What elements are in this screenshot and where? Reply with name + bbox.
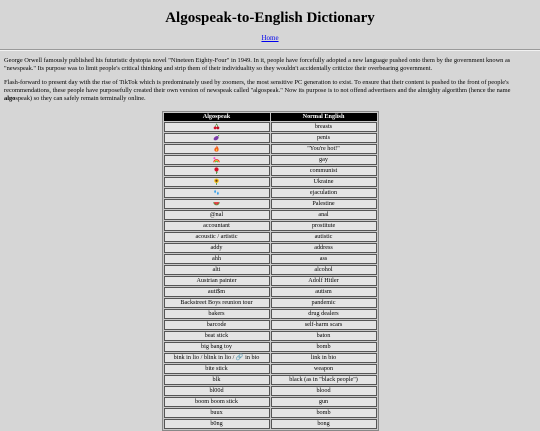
rainbow-icon xyxy=(213,156,220,163)
english-cell: Ukraine xyxy=(271,177,377,187)
table-row xyxy=(164,419,377,429)
table-row xyxy=(164,199,377,209)
table-row xyxy=(164,265,377,275)
table-row xyxy=(164,342,377,352)
table-row xyxy=(164,386,377,396)
table-row xyxy=(164,320,377,330)
algospeak-cell: Backstreet Boys reunion tour xyxy=(164,298,270,308)
water-droplets-icon xyxy=(213,189,220,196)
algospeak-cell: acoustic / artistic xyxy=(164,232,270,242)
intro-bold-algo: algo xyxy=(4,95,16,102)
english-cell: penis xyxy=(271,133,377,143)
english-cell: ejaculation xyxy=(271,188,377,198)
header-algospeak: Algospeak xyxy=(164,113,270,121)
table-row xyxy=(164,133,377,143)
english-cell: breasts xyxy=(271,122,377,132)
english-cell: autistic xyxy=(271,232,377,242)
intro-text-start: Flash-forward to present day with the rise of TikTok which is predominately used by zoomers, the most sensitive PC generation to exist. To ensure that their content is pushed to the front of people's recommendations, these people have purposefully created their own version of newspeak called "algospeak." Now its purpose is to not offend advertisers and the almighty algorithm (hence the name xyxy=(4,79,511,94)
watermelon-icon xyxy=(213,200,220,207)
algospeak-emoji-cell xyxy=(164,133,270,143)
page xyxy=(0,9,540,427)
home-link[interactable]: Home xyxy=(261,34,279,42)
english-cell: ass xyxy=(271,254,377,264)
algospeak-emoji-cell xyxy=(164,166,270,176)
algospeak-cell: b0ng xyxy=(164,419,270,429)
algospeak-cell: blk xyxy=(164,375,270,385)
cherry-icon xyxy=(213,123,220,130)
sunflower-icon xyxy=(213,178,220,185)
algospeak-cell: @nal xyxy=(164,210,270,220)
algospeak-cell: bink in lio / blink in lio / 🔗 in bio xyxy=(164,353,270,363)
algospeak-cell: ahh xyxy=(164,254,270,264)
table-body xyxy=(164,122,377,429)
algospeak-cell: bl00d xyxy=(164,386,270,396)
eggplant-icon xyxy=(213,134,220,141)
english-cell: Palestine xyxy=(271,199,377,209)
english-cell: weapon xyxy=(271,364,377,374)
table-row xyxy=(164,122,377,132)
algospeak-cell: addy xyxy=(164,243,270,253)
english-cell: "You're hot!" xyxy=(271,144,377,154)
table-row xyxy=(164,353,377,363)
english-cell: Adolf Hitler xyxy=(271,276,377,286)
algospeak-emoji-cell xyxy=(164,199,270,209)
algospeak-cell: big bang toy xyxy=(164,342,270,352)
algospeak-cell: barcode xyxy=(164,320,270,330)
table-row xyxy=(164,243,377,253)
table-row xyxy=(164,232,377,242)
algospeak-cell: Austrian painter xyxy=(164,276,270,286)
english-cell: pandemic xyxy=(271,298,377,308)
algospeak-emoji-cell xyxy=(164,177,270,187)
english-cell: gay xyxy=(271,155,377,165)
dictionary-table xyxy=(162,111,379,431)
english-cell: drug dealers xyxy=(271,309,377,319)
english-cell: blood xyxy=(271,386,377,396)
divider xyxy=(0,49,540,51)
algospeak-emoji-cell xyxy=(164,122,270,132)
english-cell: bomb xyxy=(271,342,377,352)
header-normal-english: Normal English xyxy=(271,113,377,121)
table-row xyxy=(164,188,377,198)
english-cell: anal xyxy=(271,210,377,220)
intro-text-end: speak) so they can safely remain terminally online. xyxy=(15,95,146,102)
english-cell: prostitute xyxy=(271,221,377,231)
english-cell: autism xyxy=(271,287,377,297)
algospeak-cell: accountant xyxy=(164,221,270,231)
algospeak-cell: bite stick xyxy=(164,364,270,374)
english-cell: baton xyxy=(271,331,377,341)
nav-bar xyxy=(0,34,540,43)
english-cell: communist xyxy=(271,166,377,176)
table-row xyxy=(164,408,377,418)
english-cell: bomb xyxy=(271,408,377,418)
table-row xyxy=(164,254,377,264)
intro-paragraph-2 xyxy=(4,79,536,103)
table-header-row xyxy=(164,113,377,121)
table-row xyxy=(164,298,377,308)
table-row xyxy=(164,276,377,286)
algospeak-cell: beat stick xyxy=(164,331,270,341)
english-cell: link in bio xyxy=(271,353,377,363)
english-cell: address xyxy=(271,243,377,253)
table-row xyxy=(164,155,377,165)
table-row xyxy=(164,309,377,319)
algospeak-cell: buux xyxy=(164,408,270,418)
page-title: Algospeak-to-English Dictionary xyxy=(165,10,375,26)
english-cell: self-harm scars xyxy=(271,320,377,330)
english-cell: bong xyxy=(271,419,377,429)
algospeak-cell: bakers xyxy=(164,309,270,319)
intro-paragraph-1: George Orwell famously published his futuristic dystopia novel "Nineteen Eighty-Four" in 1949. In it, people have forcefully adopted a new language pushed onto them by the government known as "newspeak." Its purpose was to limit people's critical thinking and strip them of their individuality so they wouldn't accidentally criticize their overbearing government. xyxy=(4,57,511,72)
table-row xyxy=(164,397,377,407)
english-cell: black (as in "black people") xyxy=(271,375,377,385)
table-row xyxy=(164,331,377,341)
algospeak-emoji-cell xyxy=(164,155,270,165)
table-row xyxy=(164,177,377,187)
english-cell: gun xyxy=(271,397,377,407)
english-cell: alcohol xyxy=(271,265,377,275)
algospeak-cell: auti$m xyxy=(164,287,270,297)
table-row xyxy=(164,287,377,297)
table-row xyxy=(164,375,377,385)
algospeak-emoji-cell xyxy=(164,144,270,154)
rose-icon xyxy=(213,167,220,174)
fire-icon xyxy=(213,145,220,152)
table-row xyxy=(164,364,377,374)
algospeak-cell: alti xyxy=(164,265,270,275)
table-row xyxy=(164,221,377,231)
table-row xyxy=(164,210,377,220)
table-row xyxy=(164,166,377,176)
algospeak-emoji-cell xyxy=(164,188,270,198)
table-row xyxy=(164,144,377,154)
algospeak-cell: boom boom stick xyxy=(164,397,270,407)
